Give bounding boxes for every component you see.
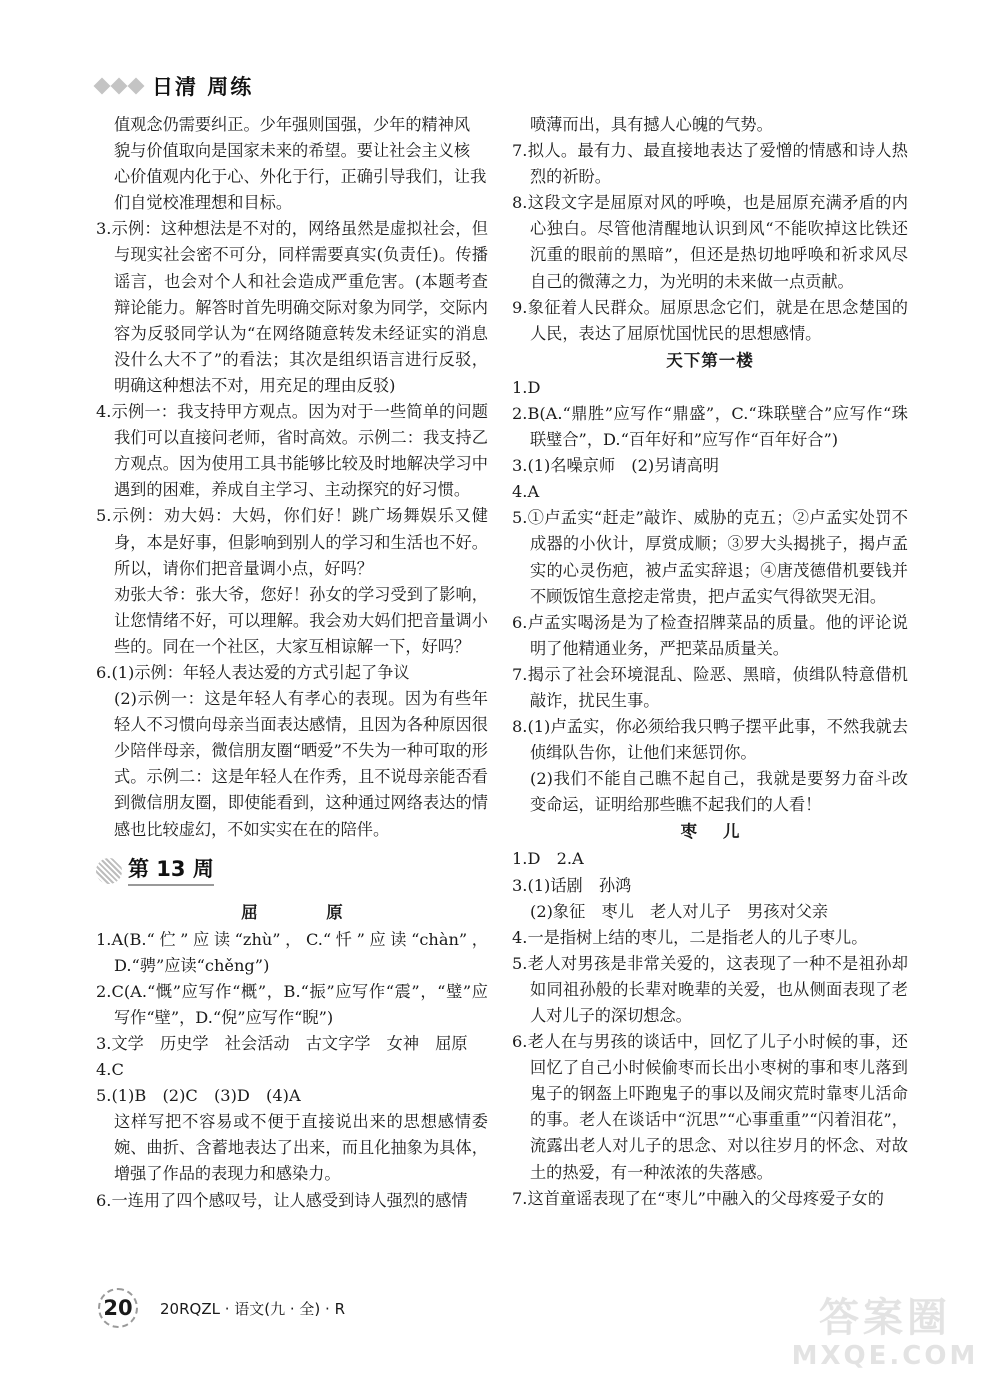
answer-paragraph: 劝张大爷：张大爷，您好！孙女的学习受到了影响，让您情绪不好，可以理解。我会劝大妈们把音量调小些的。同在一个社区，大家互相谅解一下，好吗？: [114, 584, 488, 656]
answer-paragraph: 6.(1)示例：年轻人表达爱的方式引起了争议: [96, 662, 410, 682]
right-column: [512, 112, 908, 1212]
answer-paragraph: 4.一是指树上结的枣儿，二是指老人的儿子枣儿。: [512, 927, 868, 947]
answer-paragraph: 这样写把不容易或不便于直接说出来的思想感情委婉、曲折、含蓄地表达了出来，而且化抽象为具体，增强了作品的表现力和感染力。: [114, 1112, 488, 1184]
answer-paragraph: 3.(1)话剧 孙鸿: [512, 875, 632, 895]
answer-paragraph: 7.揭示了社会环境混乱、险恶、黑暗，侦缉队特意借机敲诈，扰民生事。: [512, 664, 908, 710]
answer-paragraph: 9.象征着人民群众。屈原思念它们，就是在思念楚国的人民，表达了屈原忧国忧民的思想感情。: [512, 297, 908, 343]
answer-paragraph: 7.拟人。最有力、最直接地表达了爱憎的情感和诗人热烈的祈盼。: [512, 141, 908, 187]
answer-paragraph: 2.C(A.“慨”应写作“概”，B.“振”应写作“震”，“璧”应写作“壁”，D.“倪”应写作“睨”): [96, 981, 488, 1027]
section-title-tianxia: 天下第一楼: [666, 350, 754, 370]
answer-paragraph: 7.这首童谣表现了在“枣儿”中融入的父母疼爱子女的: [512, 1188, 884, 1208]
page-header: [96, 66, 253, 106]
answer-paragraph: 3.(1)名噪京师 (2)另请高明: [512, 456, 719, 476]
week-title: 第 13 周: [128, 856, 214, 886]
answer-paragraph: 1.A(B.“伫”应读“zhù”，C.“忏”应读“chàn”，D.“骋”应读“chěng”): [96, 929, 488, 975]
section-title-quyuan: 屈 原: [241, 902, 369, 922]
answer-paragraph: 6.老人在与男孩的谈话中，回忆了儿子小时候的事，还回忆了自己小时候偷枣而长出小枣树的事和枣儿落到鬼子的钢盔上吓跑鬼子的事以及闹灾荒时靠枣儿活命的事。老人在谈话中“沉思”“心事重重”“闪着泪花”，流露出老人对儿子的思念、对以往岁月的怀念、对故土的热爱，有一种浓浓的失落感。: [512, 1032, 908, 1182]
answer-paragraph: 5.老人对男孩是非常关爱的，这表现了一种不是祖孙却如同祖孙般的长辈对晚辈的关爱，也从侧面表现了老人对儿子的深切想念。: [512, 953, 908, 1025]
answer-paragraph: (2)示例一：这是年轻人有孝心的表现。因为有些年轻人不习惯向母亲当面表达感情，且因为各种原因很少陪伴母亲，微信朋友圈“晒爱”不失为一种可取的形式。示例二：这是年轻人在作秀，且不说母亲能否看到微信朋友圈，即使能看到，这种通过网络表达的情感也比较虚幻，不如实实在在的陪伴。: [114, 689, 488, 839]
answer-paragraph: 5.①卢孟实“赶走”敲诈、威胁的克五；②卢孟实处罚不成器的小伙计，厚赏成顺；③罗大头揭挑子，揭卢孟实的心灵伤疤，被卢孟实辞退；④唐茂德借机要钱并不顾饭馆生意挖走常贵，把卢孟实气得欲哭无泪。: [512, 508, 908, 606]
answer-paragraph: 4.示例一：我支持甲方观点。因为对于一些简单的问题我们可以直接问老师，省时高效。示例二：我支持乙方观点。因为使用工具书能够比较及时地解决学习中遇到的困难，养成自主学习、主动探究的好习惯。: [96, 402, 488, 500]
right-block-2: [512, 375, 908, 819]
week-badge-icon: [96, 858, 122, 884]
answer-paragraph: (2)象征 枣儿 老人对儿子 男孩对父亲: [530, 901, 829, 921]
answer-paragraph: 2.B(A.“鼎胜”应写作“鼎盛”，C.“珠联壁合”应写作“珠联璧合”，D.“百年好和”应写作“百年好合”): [512, 403, 908, 450]
answer-paragraph: 貌与价值取向是国家未来的希望。要让社会主义核: [114, 141, 471, 161]
right-block-1: [512, 112, 908, 347]
header-title: 日清 周练: [152, 75, 254, 99]
answer-paragraph: 4.C: [96, 1060, 124, 1080]
left-column: [96, 112, 488, 1214]
answer-paragraph: 6.卢孟实喝汤是为了检查招牌菜品的质量。他的评论说明了他精通业务，严把菜品质量关。: [512, 612, 908, 658]
answer-paragraph: 5.示例：劝大妈：大妈，你们好！跳广场舞娱乐又健身，本是好事，但影响到别人的学习和生活也不好。所以，请你们把音量调小点，好吗？: [96, 506, 488, 578]
answer-paragraph: 1.D: [512, 377, 541, 397]
answer-paragraph: 心价值观内化于心、外化于行，正确引导我们，让我: [114, 167, 487, 187]
answer-paragraph: 们自觉校准理想和目标。: [114, 193, 293, 213]
left-block-1: [96, 112, 488, 843]
answer-paragraph: (2)我们不能自己瞧不起自己，我就是要努力奋斗改变命运，证明给那些瞧不起我们的人看！: [530, 769, 908, 815]
page-number: 20: [98, 1288, 138, 1328]
right-block-3: [512, 846, 908, 1211]
watermark-bottom: MXQE.COM: [791, 1341, 979, 1371]
header-decoration: [96, 80, 142, 92]
page-footer: [98, 1288, 345, 1328]
answer-paragraph: 1.D 2.A: [512, 849, 584, 869]
left-block-2: [96, 927, 488, 1214]
watermark-top: 答案圈: [819, 1295, 951, 1341]
answer-paragraph: 6.一连用了四个感叹号，让人感受到诗人强烈的感情: [96, 1190, 468, 1210]
answer-paragraph: 8.(1)卢孟实，你必须给我只鸭子摆平此事，不然我就去侦缉队告你，让他们来惩罚你。: [512, 717, 908, 763]
answer-paragraph: 5.(1)B (2)C (3)D (4)A: [96, 1086, 301, 1106]
answer-paragraph: 4.A: [512, 482, 540, 502]
watermark-logo: [790, 1296, 980, 1386]
answer-paragraph: 3.示例：这种想法是不对的，网络虽然是虚拟社会，但与现实社会密不可分，同样需要真实(负责任)。传播谣言，也会对个人和社会造成严重危害。(本题考查辩论能力。解答时首先明确交际对象为同学，交际内容为反驳同学认为“在网络随意转发未经证实的消息没什么大不了”的看法；其次是组织语言进行反驳，明确这种想法不对，用充足的理由反驳): [96, 219, 488, 395]
answer-paragraph: 值观念仍需要纠正。少年强则国强，少年的精神风: [114, 115, 471, 134]
answer-paragraph: 8.这段文字是屈原对风的呼唤，也是屈原充满矛盾的内心独白。尽管他清醒地认识到风“不能吹掉这比铁还沉重的眼前的黑暗”，但还是热切地呼唤和祈求风尽自己的微薄之力，为光明的未来做一点贡献。: [512, 193, 908, 291]
week-heading: [96, 849, 488, 893]
answer-paragraph: 3.文学 历史学 社会活动 古文字学 女神 屈原: [96, 1034, 468, 1053]
section-title-zaoer: 枣儿: [680, 822, 766, 842]
answer-paragraph: 喷薄而出，具有撼人心魄的气势。: [530, 115, 773, 134]
book-code: 20RQZL · 语文(九 · 全) · R: [160, 1299, 345, 1318]
